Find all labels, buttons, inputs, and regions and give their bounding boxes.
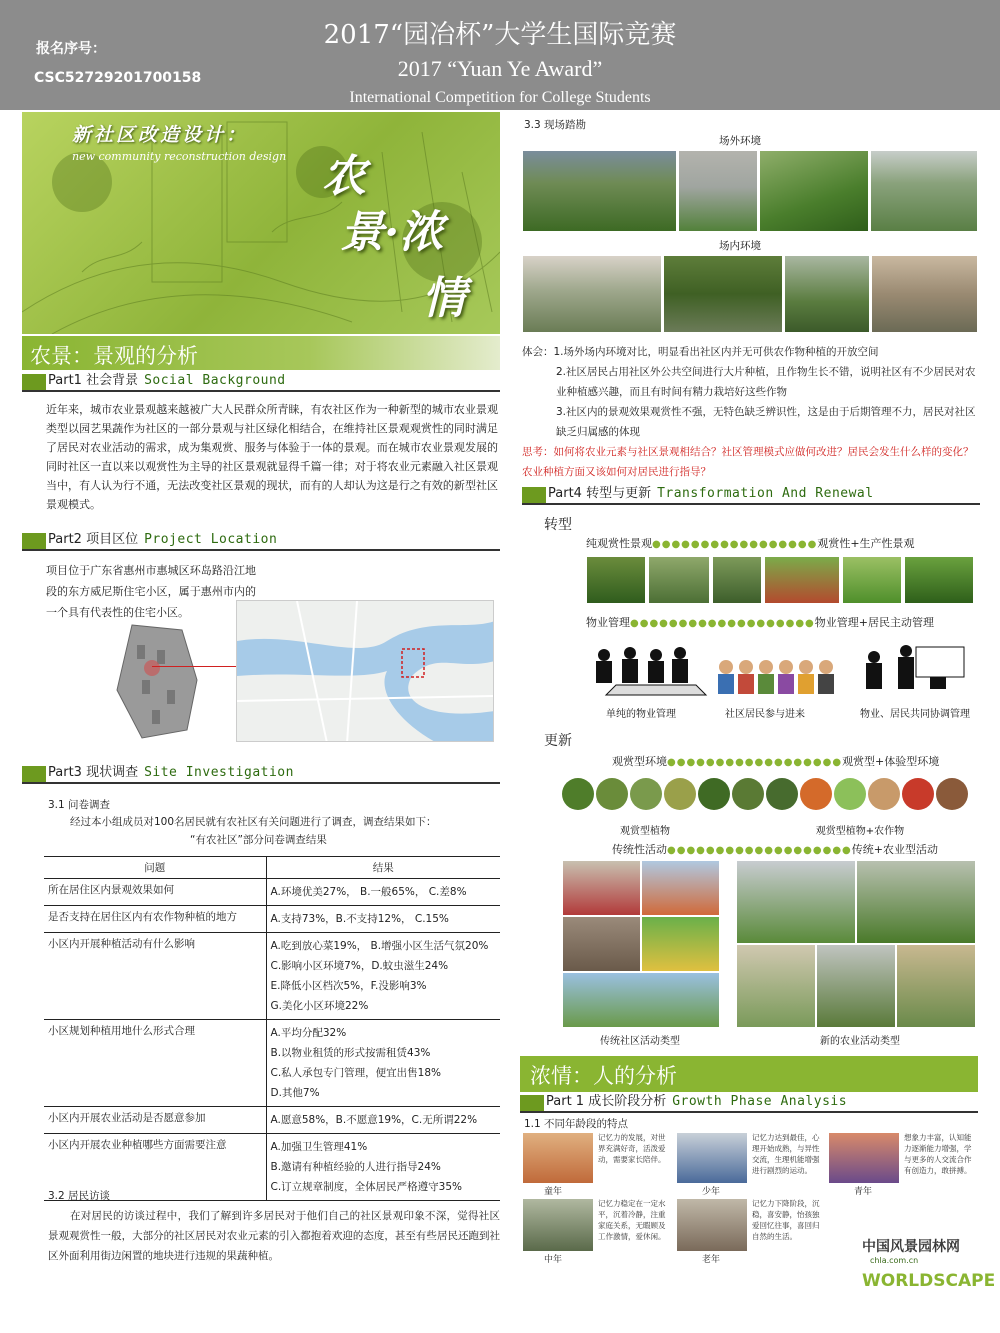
zx1b: 观赏性+生产性景观 <box>817 537 915 550</box>
part2-text: 项目位于广东省惠州市惠城区环岛路沿江地段的东方威尼斯住宅小区，属于惠州市内的一个具有代表性的住宅小区。 <box>46 564 256 619</box>
photo-childhood <box>522 1132 594 1184</box>
exp-item-1: 1.场外场内环境对比，明显看出社区内并无可供农作物种植的开放空间 <box>553 346 879 358</box>
age-label: 青年 <box>854 1187 873 1197</box>
plant-circle <box>596 778 628 810</box>
cell-question: 是否支持在居住区内有农作物种植的地方 <box>44 906 266 933</box>
section-title-2 <box>520 1056 978 1092</box>
dots-divider: ●●●●●●●●●●●●●●●●●●● <box>630 618 815 629</box>
table-header-row <box>44 857 500 879</box>
photo-outside-1 <box>522 150 677 232</box>
logo-en: WORLDSCAPE <box>862 1271 996 1291</box>
cap-m3: 物业、居民共同协调管理 <box>860 709 970 720</box>
part4-en: Transformation And Renewal <box>657 486 874 501</box>
renewal-row-2 <box>612 841 938 857</box>
cell-question: 所在居住区内景观效果如何 <box>44 879 266 906</box>
part-marker <box>22 766 46 782</box>
header <box>0 0 1000 110</box>
exp-item-3: 3.社区内的景观效果观赏性不强，无特色缺乏辨识性，这是由于后期管理不力，居民对社区缺乏归属感的体现 <box>556 406 976 438</box>
survey-intro: 经过本小组成员对100名居民就有农社区有关问题进行了调查，调查结果如下： <box>70 816 437 828</box>
plant-circle <box>732 778 764 810</box>
transform-photos <box>586 556 974 604</box>
part1b-cn: Part 1 成长阶段分析 <box>546 1094 667 1109</box>
transform-row-1 <box>586 535 915 551</box>
think-label: 思考： <box>522 446 554 458</box>
age-text: 记忆力稳定在一定水平，沉着冷静，注重家庭关系，无暇顾及工作激情，爱休闲。 <box>598 1199 666 1241</box>
cell-result <box>266 906 500 933</box>
cell-question: 小区内开展农业种植哪些方面需要注意 <box>44 1134 266 1201</box>
plant-circles <box>562 778 982 812</box>
banner <box>22 112 500 334</box>
part-marker <box>522 487 546 503</box>
photo-act-6 <box>736 860 856 944</box>
photo-inside-1 <box>522 255 662 333</box>
cap-a2: 新的农业活动类型 <box>820 1036 900 1047</box>
age-label: 童年 <box>544 1187 563 1197</box>
zx2a: 物业管理 <box>586 616 630 629</box>
plant-circle <box>936 778 968 810</box>
part1-header <box>22 372 500 392</box>
interview-text: 在对居民的访谈过程中，我们了解到许多居民对于他们自己的社区景观印象不深，觉得社区景观观赏性一般，大部分的社区居民对农业元素的引入都抱着欢迎的态度，甚至有些居民还跑到社区外面利用街边闲置的地块进行违规的果蔬种植。 <box>48 1210 500 1262</box>
dots-divider: ●●●●●●●●●●●●●●●●●●● <box>667 845 852 856</box>
photo-elderly <box>676 1198 748 1252</box>
part2-header <box>22 531 500 551</box>
photo-act-2 <box>641 860 720 916</box>
result-line: A.加强卫生管理41% <box>270 1141 368 1153</box>
age-text: 记忆力下降阶段，沉稳，喜安静，怡孩独爱回忆往事，喜回归自然的生活。 <box>752 1199 820 1241</box>
cell-question: 小区内开展农业活动是否愿意参加 <box>44 1107 266 1134</box>
gx2b: 传统+农业型活动 <box>851 843 939 856</box>
outside-photos <box>522 150 978 232</box>
result-line: B.以物业租赁的形式按需租赁43% <box>270 1047 431 1059</box>
photo-youth <box>676 1132 748 1184</box>
sub-3-3: 3.3 现场踏勘 <box>524 119 587 131</box>
part4-header <box>522 485 980 505</box>
transform-row-2 <box>586 614 934 630</box>
reg-number: CSC52729201700158 <box>34 70 202 86</box>
plant-circle <box>766 778 798 810</box>
renewal-label: 更新 <box>544 733 572 749</box>
cell-result <box>266 1134 500 1201</box>
plant-circle <box>800 778 832 810</box>
inside-label: 场内环境 <box>719 240 761 252</box>
photo-tf-3 <box>712 556 762 604</box>
cell-question: 小区规划种植用地什么形式合理 <box>44 1020 266 1107</box>
exp-item-2: 2.社区居民占用社区外公共空间进行大片种植，且作物生长不错，说明社区有不少居民对农业种植感兴趣，而且有时间有精力栽培好这些作物 <box>556 366 976 398</box>
age-label: 少年 <box>702 1187 721 1197</box>
zx1a: 纯观赏性景观 <box>586 537 652 550</box>
photo-act-3 <box>562 916 641 972</box>
part-marker <box>22 374 46 390</box>
part3-sub2: 3.2 居民访谈 <box>48 1190 111 1202</box>
age-label: 老年 <box>702 1255 721 1265</box>
part3-sub1: 3.1 问卷调查 <box>48 799 111 811</box>
result-line: D.其他7% <box>270 1087 320 1099</box>
aerial-site-image <box>112 620 202 740</box>
photo-adult <box>828 1132 900 1184</box>
cell-result <box>266 1020 500 1107</box>
gx1a: 观赏型环境 <box>612 755 667 768</box>
part1b-en: Growth Phase Analysis <box>672 1094 848 1109</box>
result-line: A.支持73%，B.不支持12%， C.15% <box>270 913 449 925</box>
result-line: B.邀请有种植经验的人进行指导24% <box>270 1161 441 1173</box>
result-line: A.吃到放心菜19%， B.增强小区生活气氛20% <box>270 940 489 952</box>
photo-middle <box>522 1198 594 1252</box>
photo-outside-3 <box>759 150 869 232</box>
photo-act-1 <box>562 860 641 916</box>
section-title-1-text: 农景：景观的分析 <box>30 344 198 368</box>
plant-circle <box>698 778 730 810</box>
age-text: 记忆力的发展，对世界充满好奇，活泼爱动，需要家长陪伴。 <box>598 1133 666 1164</box>
experience-block <box>522 342 982 482</box>
watermark-logo <box>862 1236 996 1308</box>
part1b-header <box>520 1093 978 1113</box>
table-title: “有农社区”部分问卷调查结果 <box>190 834 327 846</box>
cell-question: 小区内开展种植活动有什么影响 <box>44 933 266 1020</box>
photo-tf-6 <box>904 556 974 604</box>
result-line: E.降低小区档次5%，F.没影响3% <box>270 980 427 992</box>
location-map <box>236 600 494 742</box>
section-title-1 <box>22 336 500 370</box>
photo-tf-5 <box>842 556 902 604</box>
dots-divider: ●●●●●●●●●●●●●●●●●● <box>667 757 843 768</box>
part2-en: Project Location <box>144 532 278 547</box>
activity-collage-2 <box>736 860 976 1028</box>
part1-text: 近年来，城市农业景观越来越被广大人民群众所青睐，有农社区作为一种新型的城市农业景观类型以园艺果蔬作为社区的一部分景观与社区绿化相结合，在维持社区景观观赏性的同时满足了居民对农业活动的需求，成为集观赏、服务与体验于一体的景观。而在城市农业景观发展的同时社区一直以来以观赏性为主导的社区景观就显得千篇一律；对于将农业元素融入社区景观当中，有人认为行不通，无法改变社区景观的现状，而有的人却认为这是行之有效的新型社区景观模式。 <box>46 403 498 511</box>
reg-label: 报名序号： <box>36 41 106 57</box>
exp-line-1 <box>522 342 982 362</box>
photo-outside-4 <box>870 150 978 232</box>
activity-collage-1 <box>562 860 720 1028</box>
photo-act-9 <box>816 944 896 1028</box>
part-marker <box>520 1095 544 1111</box>
subtitle-en: International Competition for College Students <box>349 89 651 106</box>
inside-photos <box>522 255 978 333</box>
col-question: 问题 <box>44 857 266 879</box>
logo-cn: 中国风景园林网 <box>862 1239 960 1255</box>
zx2b: 物业管理+居民主动管理 <box>814 616 935 629</box>
photo-tf-1 <box>586 556 646 604</box>
banner-small-en: new community reconstruction design <box>72 150 287 163</box>
age-elderly <box>676 1198 826 1266</box>
table-row <box>44 1020 500 1107</box>
part4-cn: Part4 转型与更新 <box>548 486 652 501</box>
part1-cn: Part1 社会背景 <box>48 373 139 388</box>
photo-inside-4 <box>871 255 978 333</box>
silhouettes-management <box>586 645 976 700</box>
table-row <box>44 1107 500 1134</box>
result-line: C.私人承包专门管理，便宜出售18% <box>270 1067 442 1079</box>
table-row <box>44 879 500 906</box>
cap-m1: 单纯的物业管理 <box>606 709 676 720</box>
banner-big-1: 农 <box>322 151 366 202</box>
think-text: 如何将农业元素与社区景观相结合？社区管理模式应做何改进？居民会发生什么样的变化？农业种植方面又该如何对居民进行指导？ <box>522 446 974 478</box>
cell-result <box>266 933 500 1020</box>
renewal-row-1 <box>612 753 939 769</box>
title-cn: 2017“园冶杯”大学生国际竞赛 <box>323 20 677 50</box>
cell-result <box>266 1107 500 1134</box>
photo-act-7 <box>856 860 976 944</box>
result-line: A.愿意58%，B.不愿意19%，C.无所谓22% <box>270 1114 478 1126</box>
part3-cn: Part3 现状调查 <box>48 765 139 780</box>
transform-label: 转型 <box>544 517 572 533</box>
cap-a1: 传统社区活动类型 <box>600 1036 680 1047</box>
table-row <box>44 933 500 1020</box>
section-title-2-text: 浓情：人的分析 <box>530 1064 677 1088</box>
plant-circle <box>562 778 594 810</box>
part-marker <box>22 533 46 549</box>
cap-m2: 社区居民参与进来 <box>725 709 805 720</box>
logo-url: chla.com.cn <box>870 1256 919 1265</box>
photo-outside-2 <box>678 150 758 232</box>
title-en: 2017 “Yuan Ye Award” <box>397 56 603 81</box>
table-row <box>44 1134 500 1201</box>
result-line: G.美化小区环境22% <box>270 1000 369 1012</box>
gx2a: 传统性活动 <box>612 843 667 856</box>
think-line <box>522 442 982 482</box>
plant-circle <box>868 778 900 810</box>
cap-p1: 观赏型植物 <box>620 826 670 837</box>
age-childhood <box>522 1132 672 1197</box>
photo-act-8 <box>736 944 816 1028</box>
result-line: A.平均分配32% <box>270 1027 347 1039</box>
age-adult <box>828 1132 978 1197</box>
result-line: C.订立规章制度，全体居民严格遵守35% <box>270 1181 463 1193</box>
photo-tf-4 <box>764 556 840 604</box>
survey-table <box>44 856 500 1201</box>
exp-label: 体会： <box>522 346 554 358</box>
photo-inside-3 <box>784 255 870 333</box>
part1-en: Social Background <box>144 373 286 388</box>
result-line: A.环境优美27%， B.一般65%， C.差8% <box>270 886 467 898</box>
age-text: 记忆力达到最佳，心理开始成熟，与异性交流，生理机能增强进行剧烈的运动。 <box>752 1133 820 1175</box>
cap-p2: 观赏型植物+农作物 <box>815 826 905 837</box>
plant-circle <box>834 778 866 810</box>
banner-big-3: 情 <box>422 273 466 324</box>
photo-act-5 <box>562 972 720 1028</box>
cell-result <box>266 879 500 906</box>
photo-inside-2 <box>663 255 783 333</box>
plant-circle <box>902 778 934 810</box>
age-text: 想象力丰富，认知能力逐渐能力增强，学与更多的人交流合作有创造力，敢拼搏。 <box>904 1133 972 1175</box>
photo-tf-2 <box>648 556 710 604</box>
age-label: 中年 <box>544 1255 563 1265</box>
table-row <box>44 906 500 933</box>
banner-big-2: 景·浓 <box>340 207 444 258</box>
banner-small-cn: 新社区改造设计： <box>72 124 249 146</box>
dots-divider: ●●●●●●●●●●●●●●●●● <box>652 539 818 550</box>
col-result: 结果 <box>266 857 500 879</box>
outside-label: 场外环境 <box>719 135 761 147</box>
part2-cn: Part2 项目区位 <box>48 532 139 547</box>
part3-header <box>22 764 500 784</box>
age-middle <box>522 1198 672 1266</box>
photo-act-10 <box>896 944 976 1028</box>
photo-act-4 <box>641 916 720 972</box>
plant-circle <box>630 778 662 810</box>
result-line: C.影响小区环境7%，D.蚊虫滋生24% <box>270 960 449 972</box>
age-youth <box>676 1132 826 1197</box>
part3-en: Site Investigation <box>144 765 294 780</box>
plant-circle <box>664 778 696 810</box>
sub-1-1: 1.1 不同年龄段的特点 <box>524 1118 629 1130</box>
gx1b: 观赏型+体验型环境 <box>842 755 940 768</box>
